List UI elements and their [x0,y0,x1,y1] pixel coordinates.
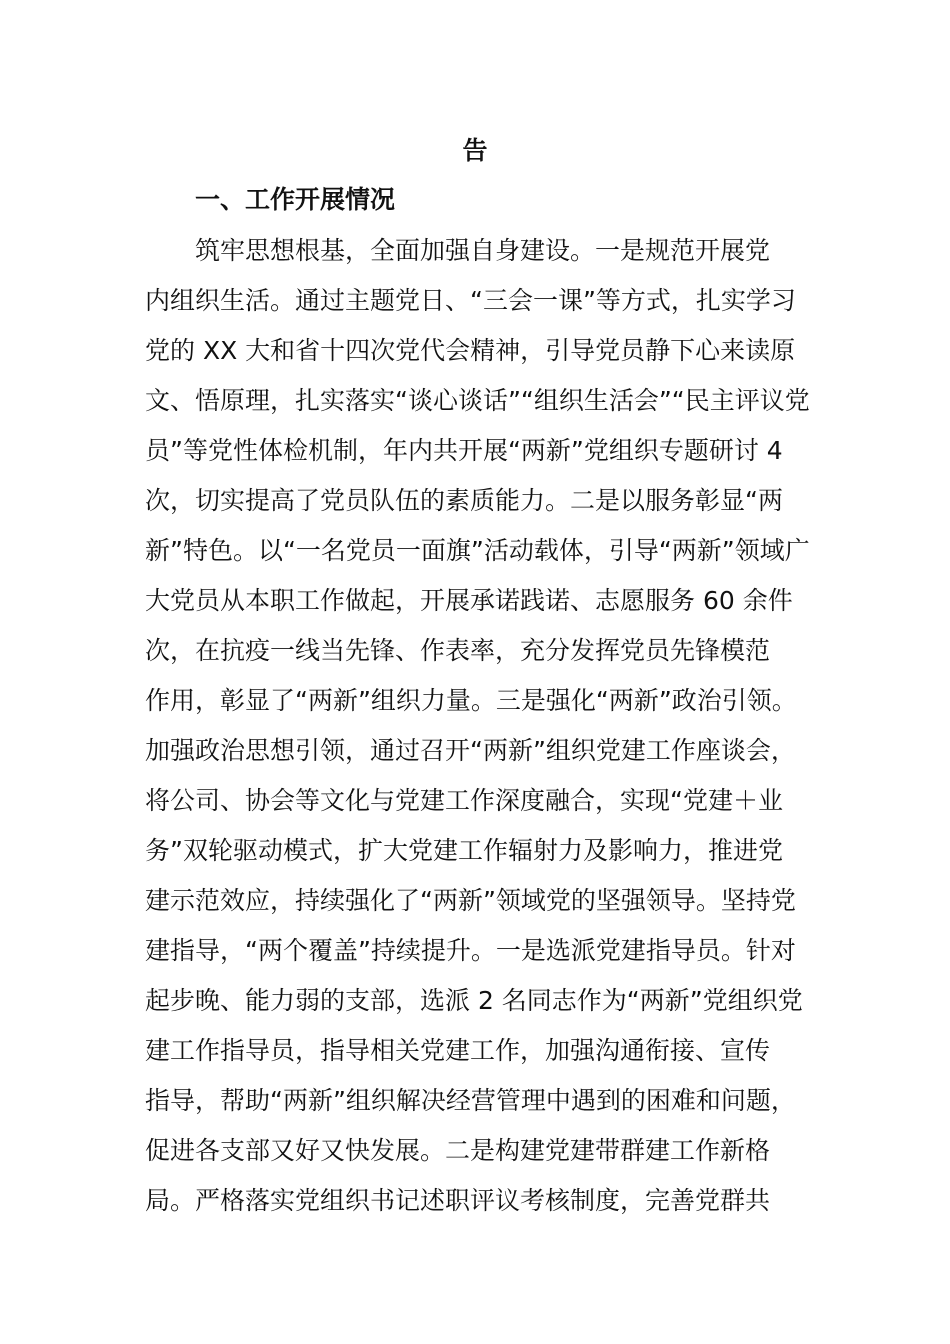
text-line: 大党员从本职工作做起，开展承诺践诺、志愿服务 60 余件 [145,586,793,615]
text-line: 建指导，“两个覆盖”持续提升。一是选派党建指导员。针对 [145,936,796,965]
text-line: 文、悟原理，扎实落实“谈心谈话”“组织生活会”“民主评议党 [145,386,810,415]
text-line: 筑牢思想根基，全面加强自身建设。一是规范开展党 [195,236,771,265]
text-line: 内组织生活。通过主题党日、“三会一课”等方式，扎实学习 [145,286,796,315]
page-title: 告 [462,136,488,165]
text-line: 新”特色。以“一名党员一面旗”活动载体，引导“两新”领域广 [145,536,810,565]
text-line: 党的 XX 大和省十四次党代会精神，引导党员静下心来读原 [145,336,796,365]
text-line: 将公司、协会等文化与党建工作深度融合，实现“党建＋业 [145,786,783,815]
section-heading: 一、工作开展情况 [195,185,396,214]
text-line: 促进各支部又好又快发展。二是构建党建带群建工作新格 [145,1136,771,1165]
text-line: 员”等党性体检机制，年内共开展“两新”党组织专题研讨 4 [145,436,783,465]
text-line: 指导，帮助“两新”组织解决经营管理中遇到的困难和问题， [145,1086,796,1115]
text-line: 加强政治思想引领，通过召开“两新”组织党建工作座谈会， [145,736,796,765]
text-line: 建工作指导员，指导相关党建工作，加强沟通衔接、宣传 [145,1036,771,1065]
text-line: 建示范效应，持续强化了“两新”领域党的坚强领导。坚持党 [145,886,796,915]
text-line: 务”双轮驱动模式，扩大党建工作辐射力及影响力，推进党 [145,836,783,865]
text-line: 次，切实提高了党员队伍的素质能力。二是以服务彰显“两 [145,486,783,515]
text-line: 起步晚、能力弱的支部，选派 2 名同志作为“两新”党组织党 [145,986,803,1015]
text-line: 局。严格落实党组织书记述职评议考核制度，完善党群共 [145,1186,771,1215]
text-line: 作用，彰显了“两新”组织力量。三是强化“两新”政治引领。 [145,686,797,715]
text-line: 次，在抗疫一线当先锋、作表率，充分发挥党员先锋模范 [145,636,771,665]
body-paragraph [145,226,825,1226]
